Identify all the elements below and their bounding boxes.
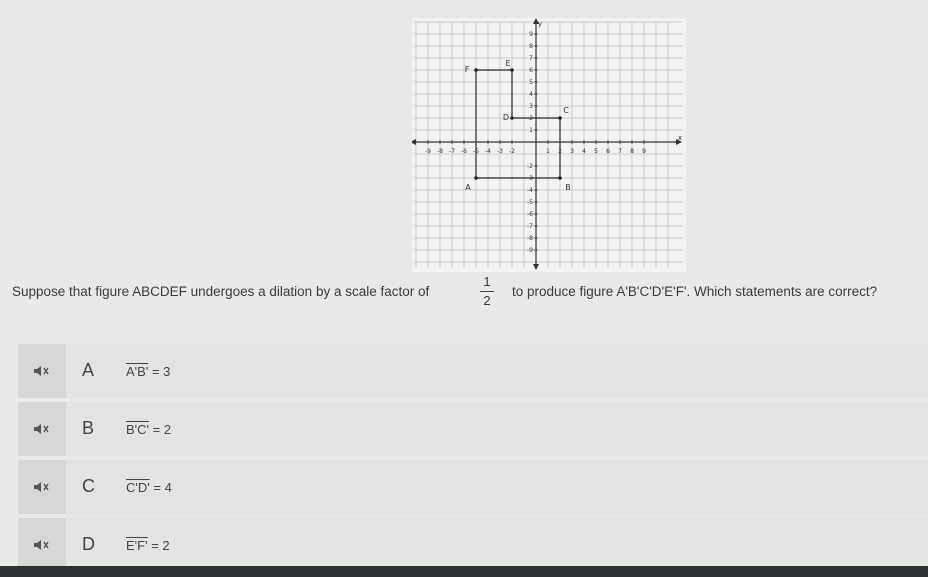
x-tick-label: -7	[449, 148, 455, 155]
vertex-point	[474, 176, 478, 180]
vertex-point	[558, 176, 562, 180]
x-tick-label: 2	[558, 148, 562, 155]
choice-d[interactable]	[18, 518, 928, 572]
y-tick-label: 7	[529, 55, 533, 62]
question-text	[12, 274, 922, 324]
segment-value: = 2	[152, 422, 172, 437]
y-tick-label: -9	[527, 247, 533, 254]
question-suffix: to produce figure A'B'C'D'E'F'. Which statements are correct?	[512, 284, 878, 299]
y-tick-label: -5	[527, 199, 533, 206]
x-tick-label: -6	[461, 148, 467, 155]
speaker-mute-icon[interactable]	[18, 402, 66, 456]
y-axis-arrow-down	[533, 264, 539, 270]
segment-label: E'F'	[126, 538, 148, 553]
question-prefix: Suppose that figure ABCDEF undergoes a dilation by a scale factor of	[12, 284, 430, 299]
y-tick-label: -3	[527, 175, 533, 182]
y-tick-label: 9	[529, 31, 533, 38]
y-tick-label: -8	[527, 235, 533, 242]
x-tick-label: -3	[497, 148, 503, 155]
fraction-denominator: 2	[483, 293, 491, 308]
y-tick-label: -7	[527, 223, 533, 230]
choice-letter: C	[82, 476, 95, 496]
vertex-point	[510, 68, 514, 72]
bottom-bar	[0, 566, 928, 577]
y-tick-label: -4	[527, 187, 533, 194]
vertex-label: F	[464, 65, 470, 74]
segment-value: = 2	[151, 538, 170, 553]
x-tick-label: -5	[473, 148, 479, 155]
choice-letter: A	[82, 360, 95, 380]
choice-letter: B	[82, 418, 95, 438]
x-tick-label: 6	[606, 148, 610, 155]
choice-b[interactable]	[18, 402, 928, 456]
x-tick-label: 5	[594, 148, 598, 155]
choice-statement	[126, 480, 172, 495]
x-axis-label: x	[677, 134, 683, 142]
x-tick-label: 1	[546, 148, 550, 155]
speaker-mute-icon[interactable]	[18, 460, 66, 514]
vertex-label: C	[563, 106, 569, 115]
vertex-label: E	[505, 59, 511, 68]
vertex-point	[474, 68, 478, 72]
segment-value: = 4	[153, 480, 172, 495]
x-tick-label: 7	[618, 148, 622, 155]
x-tick-label: 4	[582, 148, 586, 155]
x-tick-label: -2	[509, 148, 515, 155]
y-tick-label: 4	[529, 91, 533, 98]
choice-statement	[126, 422, 171, 437]
choice-statement	[126, 538, 170, 553]
y-tick-label: 8	[529, 43, 533, 50]
y-tick-label: -2	[527, 163, 533, 170]
segment-label: C'D'	[126, 480, 150, 495]
y-tick-label: 3	[529, 103, 533, 110]
choice-a[interactable]	[18, 344, 928, 398]
y-tick-label: 2	[529, 115, 533, 122]
coordinate-graph	[412, 18, 686, 272]
vertex-label: A	[465, 183, 471, 192]
y-tick-label: 1	[529, 127, 533, 134]
y-axis-label: y	[537, 20, 543, 28]
x-tick-label: 3	[570, 148, 574, 155]
y-tick-label: 6	[529, 67, 533, 74]
segment-value: = 3	[151, 364, 171, 379]
x-tick-label: -9	[425, 148, 431, 155]
vertex-label: B	[565, 183, 571, 192]
speaker-mute-icon[interactable]	[18, 518, 66, 572]
vertex-label: D	[502, 113, 510, 122]
choice-statement	[126, 364, 170, 379]
y-tick-label: 5	[529, 79, 533, 86]
vertex-point	[558, 116, 562, 120]
segment-label: B'C'	[126, 422, 150, 437]
fraction-numerator: 1	[483, 274, 491, 289]
scale-factor-fraction	[480, 274, 494, 309]
fraction-bar	[480, 291, 494, 292]
x-tick-label: -4	[485, 148, 491, 155]
vertex-point	[510, 116, 514, 120]
x-tick-label: -8	[437, 148, 443, 155]
segment-label: A'B'	[126, 364, 149, 379]
x-axis-arrow-left	[412, 139, 416, 145]
choice-letter: D	[82, 534, 95, 554]
x-tick-label: 9	[642, 148, 646, 155]
x-tick-label: 8	[630, 148, 634, 155]
speaker-mute-icon[interactable]	[18, 344, 66, 398]
figure-abcdef	[476, 70, 560, 178]
y-tick-label: -6	[527, 211, 533, 218]
choice-c[interactable]	[18, 460, 928, 514]
